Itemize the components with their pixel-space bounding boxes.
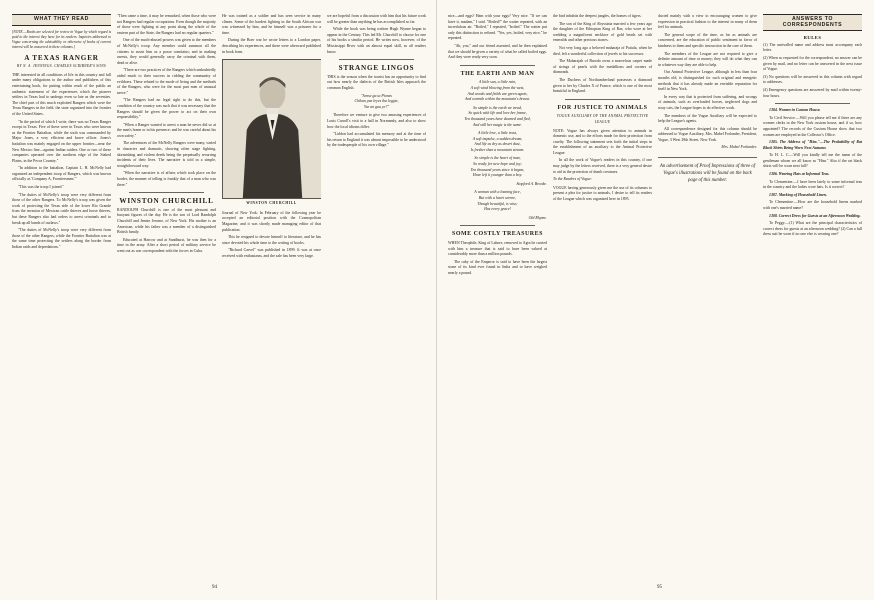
paragraph: "Richard Carvel" was published in 1899. It was at once received with enthusiasm, and the sale has been very large. bbox=[222, 248, 321, 258]
paragraph: THE interested in all conditions of life in this country and full under many obligations to the author and publishers of this entertaining book, for putting within reach of the public an authentic statement of the experiences which the pioneer settlers in Texas had to undergo even so late as the seventies. The chief part of this much exploited Rangers which were the Texas Rangers in the field, the state organized into the frontier of the United States. bbox=[12, 72, 111, 116]
page-number: 94 bbox=[212, 585, 217, 590]
section-header-what-they-read: WHAT THEY READ bbox=[12, 14, 111, 26]
qa-body: To H. L. C.—Will you kindly tell me the name of the gentleman whom we all know as "Him." Also if the rat black shirts will be worn next fall? bbox=[763, 153, 862, 169]
verse-line: So quick with life and love her frame, bbox=[468, 111, 527, 116]
verse-line: So ready for new hope and joy; bbox=[473, 162, 522, 167]
paragraph: The adventures of the McNelly Rangers were many, varied in character and dramatic, showing often stage fighting, skirmishing and violent deeds being the perpetually recurring incidents of their lives. The narrative is told in a simple, straightforward way. bbox=[117, 141, 216, 168]
paragraph: The Maharajah of Baroda owns a marvelous carpet made of strings of pearls with the medallions and corners of diamonds. bbox=[553, 59, 652, 75]
page-number: 95 bbox=[657, 585, 662, 590]
right-col-3 bbox=[658, 14, 757, 574]
article-title-justice-to-animals: FOR JUSTICE TO ANIMALS bbox=[557, 104, 648, 111]
divider bbox=[775, 103, 850, 104]
verse-line: A little sun, a little rain, bbox=[478, 80, 517, 85]
qa-heading: 1305. The Address of "Him."—The Probability of Rat Black Shirts Being Worn Next Autumn. bbox=[763, 140, 862, 150]
verse-line: A soft impulse, a sudden dream, bbox=[472, 136, 523, 141]
qa-body: To Clementine.—How are the household linens marked with one's married name? bbox=[763, 200, 862, 211]
paragraph: Therefore we venture to give two amusing experiences of Louis Carroll's visit to a hall in Normandy, and also to show how the local idioms differ. bbox=[327, 113, 426, 129]
paragraph: "There are two practices of the Rangers which undoubtedly aided much to their success in ridding the community of evildoers. These related to the mode of living and the methods of the Rangers, who were for the most part men of unusual nerve." bbox=[117, 68, 216, 95]
paragraph: "When a Ranger wanted to arrest a man he never did so at the man's home or in his presence; and he was careful about his own safety." bbox=[117, 122, 216, 138]
verse-line: A woman with a loaning face, bbox=[474, 190, 521, 195]
verse-line: So simple is the earth we tread, bbox=[473, 105, 522, 110]
paragraph: The members of the League are not required to give a definite amount of time or money; they will do what they can in whatever way they are able to help. bbox=[658, 51, 757, 67]
article-title-strange-lingos: STRANGE LINGOS bbox=[338, 64, 415, 73]
portrait-photo bbox=[222, 59, 321, 199]
qa-heading: 1306. Wearing Hats at Informal Teas. bbox=[769, 172, 830, 177]
paragraph: During the Boer war he wrote letters to a London paper, describing his experiences, and these were afterward published in book form. bbox=[222, 38, 321, 54]
paragraph: the bird inhabits the deepest jungles, the homes of tigers. bbox=[553, 14, 642, 18]
poem-signature: Stopford A. Brooke. bbox=[516, 181, 547, 186]
divider bbox=[129, 192, 204, 193]
verse-line: Has every grace! bbox=[484, 207, 511, 212]
paragraph: "Then came a time, it may be remarked, when those who were not Rangers had regular occupations. Even though the majority of those were fighting at any point along the whole of the eastern part of the State, the Rangers had no regular quarters." bbox=[117, 14, 216, 35]
left-col-4 bbox=[327, 14, 426, 574]
qa-body: To Civil Service.—Will you please tell me if there are any women clerks in the New York custom house, and if so, how appointed? The records of the Custom House show that two women are employed in the Collector's Office. bbox=[763, 115, 862, 137]
rule-item: (3) No questions will be answered in this column with regard to addresses. bbox=[763, 74, 862, 85]
quoted-verse bbox=[327, 94, 426, 111]
article-subtitle: VOGUE AUXILIARY OF THE ANIMAL PROTECTIVE LEAGUE bbox=[556, 114, 649, 124]
paragraph: NOTE: Vogue has always given attention to animals in domestic use, and to the efforts made for their protection from cruelty. The following statement sets forth the initial steps in the establishment of an auxiliary to the Animal Protective League. bbox=[553, 128, 652, 155]
verse-line: Chikan yaa leyes tha leggie, bbox=[354, 99, 399, 104]
paragraph: In all the work of Vogue's readers in this country, if one may judge by the letters received, there is a very general desire to aid in the protection of dumb creatures. bbox=[553, 158, 652, 174]
right-columns bbox=[448, 14, 862, 574]
verse-line: Have left it younger than a boy. bbox=[472, 173, 523, 178]
paragraph: Not very long ago a beloved maharaja of Patiala, when he died, left a wonderful collection of jewels to his successor. bbox=[553, 45, 652, 56]
paragraph: While the book was being written Hugh Wynne began to appear in the Century. This led Mr. Churchill to choose for one of his books a similar period. He writes now, however, of the Mississippi River with an almost equal skill, as all readers know. bbox=[327, 27, 426, 54]
paragraph: "This was the troop I joined." bbox=[18, 185, 64, 190]
left-columns bbox=[12, 14, 426, 574]
right-col-2 bbox=[553, 14, 652, 574]
right-page bbox=[438, 0, 874, 600]
verse-line: And warmth within the mountain's breast. bbox=[464, 97, 531, 102]
paragraph: The members of the Vogue Auxiliary will be expected to help the League's agents. bbox=[658, 113, 757, 124]
advertisement-notice: An advertisement of Proof Impressions of three of Vogue's illustrations will be found on the back page of this number. bbox=[658, 157, 757, 184]
right-col-4 bbox=[763, 14, 862, 574]
paragraph: The ruby of the Emperor is said to have been the largest stone of its kind ever found in India and to have weighed nearly a pound. bbox=[448, 259, 547, 275]
divider bbox=[460, 225, 535, 226]
paragraph: "When the narrative is of affairs which took place on the border, the manner of telling is frankly that of a man who was there." bbox=[117, 171, 216, 187]
left-col-1 bbox=[12, 14, 111, 574]
verse-line: Ten thousand years have dawned and fled, bbox=[464, 116, 531, 121]
right-col-1 bbox=[448, 14, 547, 574]
verse-line: So simple is the heart of man, bbox=[474, 156, 521, 161]
verse-line: But with a heart serene, bbox=[478, 196, 517, 201]
verse-line: And life as dry as desert dust, bbox=[474, 142, 521, 147]
paragraph: THIS is the season when the tourist has an opportunity to find out how nearly the dialects of the British Isles approach the common English. bbox=[327, 74, 426, 90]
paragraph: "The duties of McNelly's troop were very different from those of the other Rangers. To McNelly's troop was given the work of protecting the Texas side of the lower Rio Grande from the invasion of Mexican cattle thieves and horse thieves, but these Rangers also had orders to arrest criminals and to break up all bands of outlaws." bbox=[12, 192, 111, 225]
article-title-winston-churchill: WINSTON CHURCHILL bbox=[119, 197, 214, 206]
section-header-answers: ANSWERS TO CORRESPONDENTS bbox=[763, 14, 862, 31]
verse-line: Yar an gaa ye?" bbox=[364, 104, 389, 109]
photo-caption: WINSTON CHURCHILL bbox=[246, 201, 297, 206]
portrait-illustration bbox=[223, 60, 321, 198]
byline: BY N. A. JENNINGS. CHARLES SCRIBNER'S SONS bbox=[16, 64, 107, 69]
paragraph: All correspondence designed for this column should be addressed to Vogue Auxiliary, Mrs. Mabel Forlander, President, Vogue, 3 West 29th Street, New York. bbox=[658, 126, 757, 142]
paragraph: WHEN Theophile, King of Lahore, removed to Agra he carried with him a treasure that is said to have been valued at considerably more than a million pounds. bbox=[448, 241, 547, 257]
rule-item: (2) When so requested for the correspondent, no answer can be given by mail, and no letter can be answered in the next issue of Vogue. bbox=[763, 55, 862, 72]
paragraph: VOGUE having generously given me the use of its columns to present a plea for justice to animals, I desire to tell its readers of the League which was organized here in 1895. bbox=[553, 185, 652, 202]
rules-title: RULES bbox=[803, 35, 822, 41]
intro-note: [NOTE.—Books are selected for review in Vogue by which regard is paid to the interest they have for its readers. Inquiries addressed to Vogue concerning the advisability or otherwise of books of current interest will be answered in these columns.] bbox=[12, 29, 111, 49]
paragraph: Journal of New York. In February of the following year he accepted an editorial position with the Cosmopolitan Magazine, and it was shortly made managing editor of that publication. bbox=[222, 210, 321, 232]
paragraph: RANDOLPH Churchill is one of the most pleasant and buoyant figures of the day. He is the son of Lord Randolph Churchill and Jennie Jerome, of New York. His mother is an American, while his father was a member of a distinguished British family. bbox=[117, 207, 216, 235]
paragraph: The son of the King of Abyssinia married a few years ago the daughter of the Ethiopian King of Ras, who wore at her wedding a magnificent necklace of gold beads set with emeralds and other precious stones. bbox=[553, 21, 652, 43]
verse-line: And woods and fields are green again, bbox=[467, 91, 528, 96]
article-title-costly-treasures: SOME COSTLY TREASURES bbox=[452, 231, 543, 238]
paragraph: we are hopeful from a discussion with him that his future work will be greater than anything he has accomplished so far. bbox=[327, 14, 426, 24]
paragraph: nice—and eggs? Ham with your eggs? Very nice. "If we can have it, madam," I said. "Boiled?" the waiter repeated, with an incredulous air. "Boiled," I repeated, "boiled." The waiter put only this distinction to refined. "Yes, yes, boiled, very nice," he repeated. bbox=[448, 14, 547, 41]
verse-line: Is fresher than a mountain stream. bbox=[470, 147, 525, 152]
verse-line: And still her magic is the same. bbox=[473, 122, 522, 127]
paragraph: The Duchess of Northumberland possesses a diamond given to her by Charles X of France, which is one of the most beautiful in England. bbox=[553, 77, 652, 94]
divider bbox=[565, 99, 640, 100]
verse-line: A soft wind blowing from the west, bbox=[470, 85, 525, 90]
paragraph: "In addition to the battalion, Captain L. H. McNelly had organized an independent troop of Rangers, which was known officially as 'Company A, Frontiersmen.'" bbox=[12, 166, 111, 182]
poem-title-earth-and-man: THE EARTH AND MAN bbox=[460, 70, 535, 77]
qa-body: To Peggy.—(1) What are the principal characteristics of correct dress for guests at an afternoon wedding? (2) Can a full dress suit be worn if no one else is wearing one? bbox=[763, 221, 862, 237]
paragraph: "Ah, you," and our friend assented, and he then explained that we should be given a variety of what he called boiled eggs. And they were ready very soon. bbox=[448, 43, 547, 60]
paragraph: "In the period of which I write, there was no Texas Ranger except in Texas. Five of these were in Texas who were known as the Frontier Battalion, while the sixth was commanded by Major Jones, a very efficient and brave officer. Jones's battalion was mainly engaged on the upper frontier—near the New Mexico line—against Indian raiders. One or two of these companies operated over the northern edge of the Staked Plains, in the Pecos Country." bbox=[12, 119, 111, 163]
paragraph: This he resigned to devote himself to literature, and he has since devoted his whole time to the writing of books. bbox=[222, 235, 321, 245]
qa-heading: 1308. Correct Dress for Guests at an Afternoon Wedding. bbox=[769, 213, 861, 218]
paragraph: One of the much-abused powers was given to the members of McNelly's troop. Any member could summon all the citizens to assist him as a posse comitatus; and in making arrests, they would generally carry the criminal with them, dead or alive. bbox=[117, 38, 216, 65]
paragraph: "The duties of McNelly's troop were very different from those of the other Rangers, while the Frontier Battalion was at the same time protecting the settlers along the border from Indian raids and depredations." bbox=[12, 228, 111, 249]
rule-item: (1) The unrivalled name and address must accompany each letter. bbox=[763, 42, 862, 53]
paragraph: In every way that is protected from suffering, and wrongs of animals, such as overloaded horses, neglected dogs and stray cats, the League hopes to do effective work. bbox=[658, 94, 757, 110]
left-col-2 bbox=[117, 14, 216, 574]
letter-signature: Mrs. Mabel Forlander. bbox=[721, 145, 757, 150]
salutation: To the Readers of Vogue: bbox=[553, 177, 592, 182]
poem bbox=[448, 80, 547, 179]
rule-item: (4) Emergency questions are answered by mail within twenty-four hours. bbox=[763, 87, 862, 98]
paragraph: Our Animal Protective League, although in less than four months old, is distinguished for such original and energetic methods that it has already made an enviable reputation for itself in New York. bbox=[658, 70, 757, 92]
paragraph: He was trained as a soldier and has seen service in many climes. Some of the hardest fighting in the South African war was witnessed by him, and he himself was a prisoner for a time. bbox=[222, 14, 321, 35]
divider bbox=[460, 65, 535, 66]
paragraph: "Liddon had accumulated his memory and at the time of his return to England it was almost impossible to be understood by the tradespeople of his own village." bbox=[327, 132, 426, 148]
paragraph: The general scope of the time, as far as animals are concerned, are the education of public sentiment in favor of kindness to them and specific instruction in the care of them. bbox=[658, 32, 757, 48]
left-col-3 bbox=[222, 14, 321, 574]
verse-signature: Old Rhyme. bbox=[528, 215, 547, 220]
paragraph: "The Rangers had no legal right to do this, but the condition of the country was such that it was necessary that the Rangers should be given the power to act on their own responsibility." bbox=[117, 98, 216, 120]
verse-line: A little love, a little trust, bbox=[478, 131, 517, 136]
paragraph: Educated at Harrow and at Sandhurst, he was then for a time in the army. After a short period of military service he went out as war correspondent with the forces in Cuba. bbox=[117, 237, 216, 253]
verse-line: "Sense ga ta Piones bbox=[361, 93, 392, 98]
article-title-texas-ranger: A TEXAS RANGER bbox=[24, 53, 99, 62]
qa-body: To Clementine.—I have been lately to some informal teas in the country and the ladies wore hats. Is it correct? bbox=[763, 179, 862, 190]
divider bbox=[339, 59, 414, 60]
qa-heading: 1307. Marking of Household Linen. bbox=[769, 192, 827, 197]
verse-line: Though beautiful, is wise; bbox=[477, 201, 518, 206]
short-verse bbox=[448, 190, 547, 212]
verse-line: Ten thousand years since it began, bbox=[470, 167, 525, 172]
paragraph: ducted mainly with a view to encouraging women to give expression in practical fashion to the interest in many of them feel for animals. bbox=[658, 14, 757, 30]
qa-heading: 1304. Women in Custom House. bbox=[769, 108, 821, 113]
